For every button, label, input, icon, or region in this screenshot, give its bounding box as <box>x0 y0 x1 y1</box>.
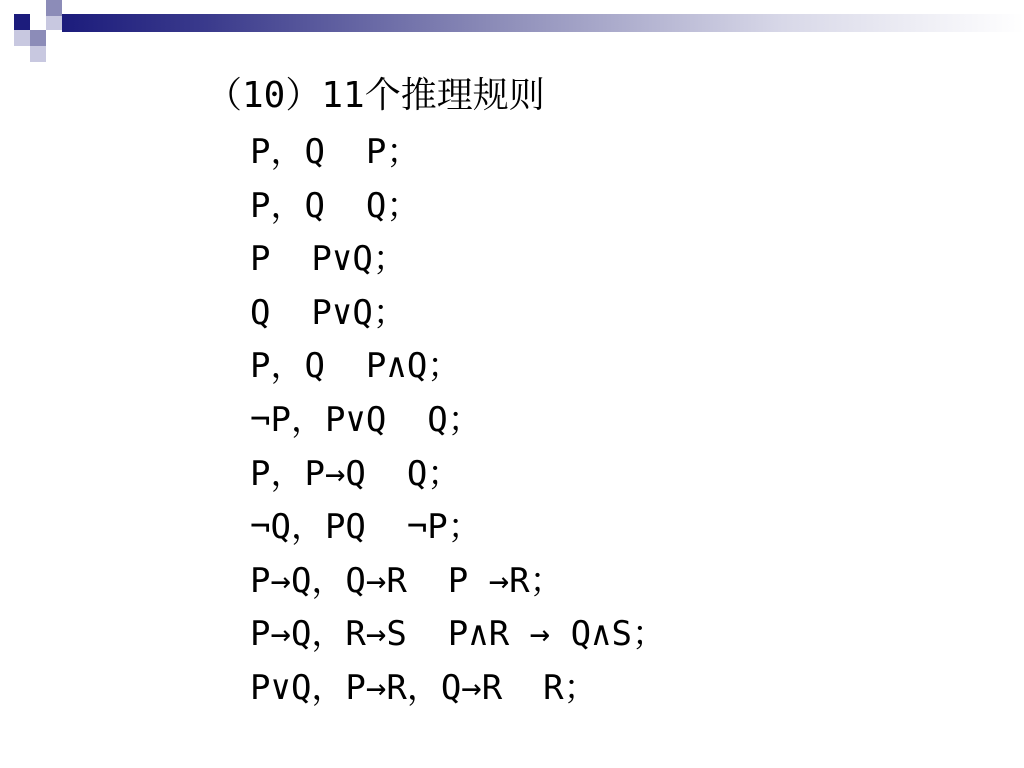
rule-item: P∨Q，P→R，Q→R R； <box>250 667 598 708</box>
slide-title: （10）11个推理规则 <box>206 75 545 116</box>
rule-item: P→Q，R→S P∧R → Q∧S； <box>250 614 666 655</box>
decor-square <box>14 14 30 30</box>
rule-item: P→Q，Q→R P →R； <box>250 560 564 601</box>
decor-square <box>30 14 46 30</box>
decor-square <box>46 14 62 30</box>
rule-item: P，Q P； <box>250 132 421 172</box>
rule-item: P，Q Q； <box>250 185 421 226</box>
rule-item: Q P∨Q； <box>250 292 407 333</box>
decor-square <box>30 46 46 62</box>
rule-item: P P∨Q； <box>250 239 407 280</box>
rule-item: P，Q P∧Q； <box>250 346 462 387</box>
decor-square <box>30 30 46 46</box>
decor-square <box>46 30 62 46</box>
rule-item: ¬Q，PQ ¬P； <box>250 507 482 548</box>
rule-list <box>250 126 666 716</box>
rule-item: P，P→Q Q； <box>250 453 462 494</box>
decor-square <box>14 30 30 46</box>
header-gradient-bar <box>62 14 1024 32</box>
decor-square <box>46 0 62 16</box>
rule-item: ¬P，P∨Q Q； <box>250 399 482 440</box>
